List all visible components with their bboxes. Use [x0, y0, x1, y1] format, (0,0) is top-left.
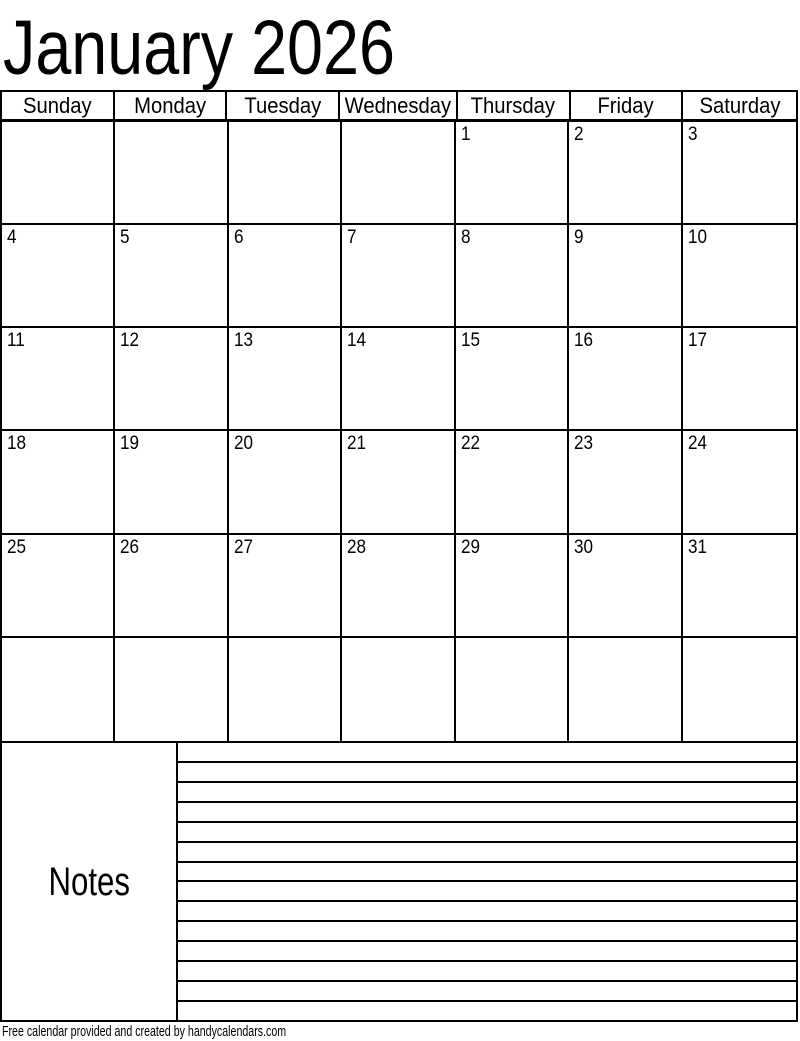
day-cell-14 — [342, 328, 455, 431]
note-ruled-line — [178, 902, 796, 922]
day-number: 28 — [347, 536, 367, 558]
day-cell-11 — [2, 328, 115, 431]
notes-label: Notes — [48, 859, 130, 904]
day-number: 20 — [233, 433, 253, 455]
notes-section — [0, 743, 798, 1022]
day-number: 10 — [687, 227, 707, 249]
day-cell-26 — [115, 535, 228, 638]
note-ruled-line — [178, 982, 796, 1002]
day-cell-25 — [2, 535, 115, 638]
day-name-saturday — [683, 92, 796, 119]
notes-label-box — [2, 743, 178, 1020]
day-name-monday — [115, 92, 228, 119]
day-number: 16 — [574, 330, 594, 352]
day-number: 23 — [574, 433, 594, 455]
day-cell-empty — [2, 638, 115, 741]
day-cell-empty — [115, 638, 228, 741]
day-name-label: Tuesday — [244, 92, 322, 118]
day-cell-28 — [342, 535, 455, 638]
day-number: 21 — [347, 433, 367, 455]
day-cell-12 — [115, 328, 228, 431]
day-cell-31 — [683, 535, 796, 638]
day-cell-7 — [342, 225, 455, 328]
day-number: 26 — [120, 536, 140, 558]
day-number: 13 — [233, 330, 253, 352]
day-number: 15 — [460, 330, 480, 352]
day-number: 9 — [574, 227, 584, 249]
day-cell-empty — [569, 638, 682, 741]
note-ruled-line — [178, 743, 796, 763]
day-number: 30 — [574, 536, 594, 558]
day-number: 29 — [460, 536, 480, 558]
note-ruled-line — [178, 803, 796, 823]
day-name-label: Sunday — [23, 92, 92, 118]
day-cell-16 — [569, 328, 682, 431]
day-number: 8 — [460, 227, 471, 249]
day-number: 24 — [687, 433, 707, 455]
day-cell-21 — [342, 431, 455, 534]
page-title: January 2026 — [3, 5, 395, 91]
day-cell-2 — [569, 122, 682, 225]
day-cell-30 — [569, 535, 682, 638]
note-ruled-line — [178, 882, 796, 902]
day-cell-29 — [456, 535, 569, 638]
day-name-sunday — [2, 92, 115, 119]
day-cell-empty — [342, 638, 455, 741]
day-cell-27 — [229, 535, 342, 638]
day-cell-10 — [683, 225, 796, 328]
day-cell-17 — [683, 328, 796, 431]
day-cell-empty — [229, 638, 342, 741]
day-cells-grid — [2, 122, 796, 741]
day-cell-15 — [456, 328, 569, 431]
day-number: 4 — [7, 227, 17, 249]
day-name-label: Thursday — [471, 92, 556, 118]
day-cell-9 — [569, 225, 682, 328]
calendar-grid — [0, 90, 798, 743]
notes-ruled-lines — [178, 743, 796, 1020]
note-ruled-line — [178, 942, 796, 962]
note-ruled-line — [178, 922, 796, 942]
day-cell-23 — [569, 431, 682, 534]
day-cell-empty — [683, 638, 796, 741]
day-number: 11 — [7, 330, 25, 352]
day-cell-1 — [456, 122, 569, 225]
day-cell-empty — [229, 122, 342, 225]
day-cell-3 — [683, 122, 796, 225]
day-name-label: Wednesday — [344, 92, 452, 118]
day-cell-22 — [456, 431, 569, 534]
day-number: 1 — [460, 124, 471, 145]
day-number: 22 — [460, 433, 480, 455]
day-name-thursday — [458, 92, 571, 119]
day-number: 25 — [7, 536, 27, 558]
day-name-label: Saturday — [699, 92, 781, 118]
day-cell-18 — [2, 431, 115, 534]
day-number: 2 — [574, 124, 584, 145]
day-number: 18 — [7, 433, 27, 455]
day-name-label: Friday — [597, 92, 655, 118]
day-cell-6 — [229, 225, 342, 328]
note-ruled-line — [178, 843, 796, 863]
footer-credit: Free calendar provided and created by handycalendars.com — [2, 1023, 287, 1040]
note-ruled-line — [178, 823, 796, 843]
day-number: 12 — [120, 330, 140, 352]
note-ruled-line — [178, 863, 796, 883]
day-cell-empty — [456, 638, 569, 741]
day-cell-empty — [342, 122, 455, 225]
note-ruled-line — [178, 763, 796, 783]
note-ruled-line — [178, 783, 796, 803]
day-cell-4 — [2, 225, 115, 328]
day-cell-19 — [115, 431, 228, 534]
day-number: 7 — [347, 227, 357, 249]
day-cell-13 — [229, 328, 342, 431]
day-number: 14 — [347, 330, 367, 352]
day-number: 27 — [233, 536, 253, 558]
day-name-tuesday — [227, 92, 340, 119]
day-cell-empty — [2, 122, 115, 225]
day-names-row — [2, 92, 796, 122]
day-number: 3 — [687, 124, 698, 145]
day-number: 5 — [120, 227, 130, 249]
day-number: 19 — [120, 433, 140, 455]
day-cell-8 — [456, 225, 569, 328]
day-cell-empty — [115, 122, 228, 225]
day-cell-20 — [229, 431, 342, 534]
day-name-friday — [571, 92, 684, 119]
day-number: 17 — [687, 330, 707, 352]
day-number: 31 — [687, 536, 707, 558]
day-cell-5 — [115, 225, 228, 328]
day-number: 6 — [233, 227, 244, 249]
day-name-wednesday — [340, 92, 458, 119]
day-cell-24 — [683, 431, 796, 534]
day-name-label: Monday — [134, 92, 207, 118]
note-ruled-line — [178, 962, 796, 982]
